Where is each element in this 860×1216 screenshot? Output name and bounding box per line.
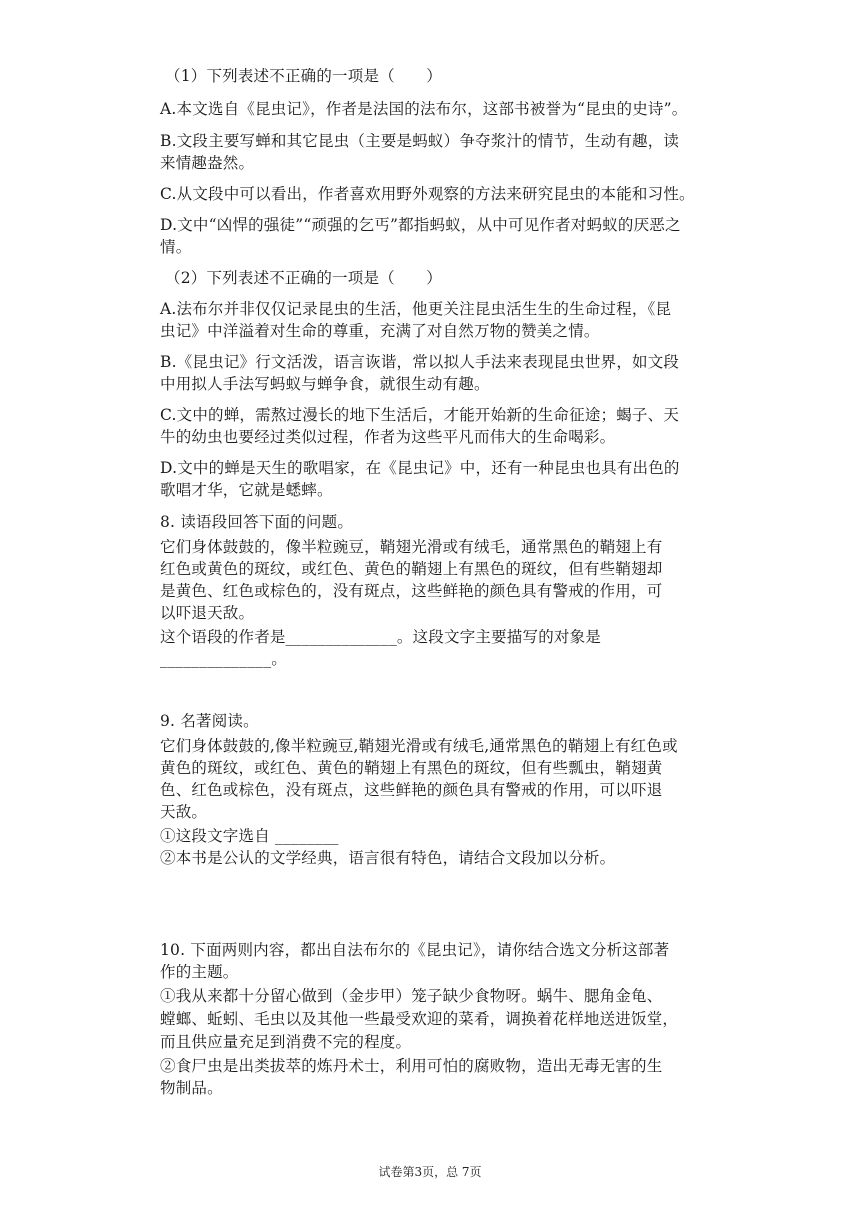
q7-sub1-option-a: A.本文选自《昆虫记》，作者是法国的法布尔，这部书被誉为“昆虫的史诗”。 (160, 100, 688, 118)
q9-sub2: ②本书是公认的文学经典，语言很有特色，请结合文段加以分析。 (160, 849, 616, 867)
q8-passage-line-4: 以吓退天敌。 (160, 604, 255, 622)
q7-sub1-option-b: B.文段主要写蝉和其它昆虫（主要是蚂蚁）争夺浆汁的情节，生动有趣，读 (160, 132, 680, 150)
q7-sub2-option-a-cont: 虫记》中洋溢着对生命的尊重，充满了对自然万物的赞美之情。 (160, 322, 600, 340)
q9-passage-line-1: 它们身体鼓鼓的,像半粒豌豆,鞘翅光滑或有绒毛,通常黑色的鞘翅上有红色或 (160, 737, 678, 755)
q8-passage-line-2: 红色或黄色的斑纹，或红色、黄色的鞘翅上有黑色的斑纹，但有些鞘翅却 (160, 560, 663, 578)
q10-item1-line-1: ①我从来都十分留心做到（金步甲）笼子缺少食物呀。蜗牛、腮角金龟、 (160, 987, 663, 1005)
q10-heading-line-2: 作的主题。 (160, 963, 239, 981)
q10-item2-line-1: ②食尸虫是出类拔萃的炼丹术士，利用可怕的腐败物，造出无毒无害的生 (160, 1057, 663, 1075)
q9-passage-line-3: 色、红色或棕色，没有斑点，这些鲜艳的颜色具有警戒的作用，可以吓退 (160, 781, 663, 799)
q9-sub1: ①这段文字选自 ________ (160, 827, 339, 845)
q7-sub1-option-b-cont: 来情趣盎然。 (160, 154, 255, 172)
q7-sub2-stem: （2）下列表述不正确的一项是（ ） (165, 269, 442, 287)
q8-passage-line-3: 是黄色、红色或棕色的，没有斑点，这些鲜艳的颜色具有警戒的作用，可 (160, 582, 663, 600)
q8-question-line-2: ______________。 (160, 650, 288, 668)
q8-question-line-1: 这个语段的作者是______________。这段文字主要描写的对象是 (160, 628, 602, 646)
page-footer: 试卷第3页，总 7页 (378, 1165, 482, 1179)
q9-passage-line-2: 黄色的斑纹，或红色、黄色的鞘翅上有黑色的斑纹，但有些瓢虫，鞘翅黄 (160, 759, 663, 777)
q7-sub2-option-c-cont: 牛的幼虫也要经过类似过程，作者为这些平凡而伟大的生命喝彩。 (160, 428, 616, 446)
q10-heading-line-1: 10. 下面两则内容，都出自法布尔的《昆虫记》，请你结合选文分析这部著 (160, 941, 670, 959)
q9-passage-line-4: 天敌。 (160, 803, 208, 821)
q7-sub1-option-d: D.文中“凶悍的强徒”“顽强的乞丐”都指蚂蚁，从中可见作者对蚂蚁的厌恶之 (160, 216, 681, 234)
q7-sub2-option-b: B.《昆虫记》行文活泼，语言诙谐，常以拟人手法来表现昆虫世界，如文段 (160, 353, 680, 371)
q9-heading: 9. 名著阅读。 (160, 712, 259, 730)
q7-sub1-option-c: C.从文段中可以看出，作者喜欢用野外观察的方法来研究昆虫的本能和习性。 (160, 185, 695, 203)
q7-sub2-option-a: A.法布尔并非仅仅记录昆虫的生活，他更关注昆虫活生生的生命过程，《昆 (160, 300, 672, 318)
q8-passage-line-1: 它们身体鼓鼓的，像半粒豌豆，鞘翅光滑或有绒毛，通常黑色的鞘翅上有 (160, 538, 663, 556)
q7-sub1-stem: （1）下列表述不正确的一项是（ ） (165, 67, 442, 85)
q10-item1-line-3: 而且供应量充足到消费不完的程度。 (160, 1033, 412, 1051)
q10-item1-line-2: 螳螂、蚯蚓、毛虫以及其他一些最受欢迎的菜肴，调换着花样地送进饭堂， (160, 1010, 679, 1028)
q7-sub2-option-c: C.文中的蝉，需熬过漫长的地下生活后，才能开始新的生命征途；蝎子、天 (160, 406, 680, 424)
q7-sub2-option-d: D.文中的蝉是天生的歌唱家，在《昆虫记》中，还有一种昆虫也具有出色的 (160, 459, 680, 477)
q7-sub2-option-d-cont: 歌唱才华，它就是蟋蟀。 (160, 481, 333, 499)
q10-item2-line-2: 物制品。 (160, 1079, 223, 1097)
q7-sub2-option-b-cont: 中用拟人手法写蚂蚁与蝉争食，就很生动有趣。 (160, 375, 490, 393)
q8-heading: 8. 读语段回答下面的问题。 (160, 513, 354, 531)
q7-sub1-option-d-cont: 情。 (160, 238, 192, 256)
